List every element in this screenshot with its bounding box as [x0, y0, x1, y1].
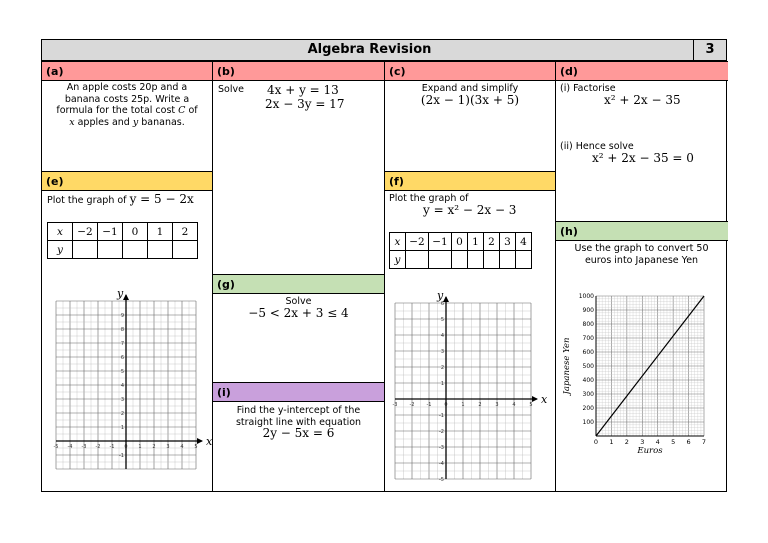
- column-1: [42, 61, 213, 492]
- y-tick-label: 300: [582, 391, 594, 398]
- question-d-part2: (ii) Hence solve: [560, 141, 634, 152]
- question-h-header: (h): [556, 221, 728, 241]
- x-axis-arrow: [532, 396, 538, 402]
- x-tick-label: 5: [194, 444, 198, 450]
- question-i-line1: Find the y-intercept of the: [236, 405, 361, 416]
- x-tick-label: 3: [166, 444, 170, 450]
- table-cell-input[interactable]: [452, 251, 468, 269]
- question-i-text: [213, 405, 384, 440]
- x-tick-label: 0: [444, 402, 448, 408]
- question-a-line2: banana costs 25p. Write a: [64, 93, 190, 105]
- y-tick-label: 400: [582, 377, 594, 384]
- x-tick-label: 4: [512, 402, 516, 408]
- x-tick-label: 5: [671, 438, 676, 446]
- x-tick-label: 4: [180, 444, 184, 450]
- y-tick-label: -3: [439, 445, 444, 451]
- worksheet: [41, 39, 727, 492]
- question-a-line3: formula for the total cost C of: [56, 105, 198, 116]
- y-tick-label: 900: [582, 307, 594, 314]
- y-tick-label: 4: [440, 333, 444, 339]
- question-h-text: [556, 243, 727, 266]
- question-b-equations: [265, 83, 344, 111]
- question-f-table: x −2 −1 0 1 2 3 4 y: [389, 232, 532, 269]
- question-d-header: (d): [556, 61, 728, 81]
- y-tick-label: -1: [119, 453, 124, 459]
- x-tick-label: -2: [409, 402, 415, 408]
- y-tick-label: 3: [120, 397, 124, 403]
- x-tick-label: 1: [609, 438, 614, 446]
- question-f-prompt: Plot the graph of: [389, 193, 469, 204]
- question-a-text: [42, 82, 212, 128]
- x-axis-label: Euros: [637, 446, 663, 456]
- y-axis-label: Japanese Yen: [562, 337, 572, 395]
- x-tick-label: -1: [109, 444, 115, 450]
- y-tick-label: -4: [439, 461, 444, 467]
- question-c-prompt: Expand and simplify: [421, 83, 519, 94]
- question-d-part1: (i) Factorise: [560, 83, 616, 94]
- x-axis-label: x: [206, 435, 213, 448]
- y-axis-label: y: [437, 289, 444, 302]
- y-tick-label: 4: [120, 383, 124, 389]
- x-tick-label: 1: [138, 444, 142, 450]
- page-title: Algebra Revision: [307, 42, 432, 57]
- table-cell-input[interactable]: [173, 241, 198, 259]
- x-tick-label: 0: [124, 444, 128, 450]
- x-tick-label: 7: [701, 438, 707, 446]
- y-axis-arrow: [123, 294, 129, 300]
- column-3: [385, 61, 556, 492]
- x-tick-label: 3: [495, 402, 499, 408]
- question-i-line2: straight line with equation: [235, 416, 362, 428]
- table-cell-input[interactable]: [73, 241, 98, 259]
- question-g-prompt: Solve: [285, 296, 312, 307]
- question-c-header: (c): [385, 61, 555, 81]
- table-cell-input[interactable]: [429, 251, 452, 269]
- table-cell-input[interactable]: [468, 251, 484, 269]
- question-h-conversion-chart: [556, 286, 726, 476]
- question-f-axes-grid: [385, 291, 555, 491]
- x-tick-label: 2: [478, 402, 482, 408]
- sheet-number: 3: [693, 40, 726, 60]
- question-b-prompt: Solve: [218, 84, 244, 95]
- x-tick-label: -3: [81, 444, 87, 450]
- y-tick-label: -2: [439, 429, 444, 435]
- x-tick-label: -1: [426, 402, 432, 408]
- x-tick-label: 6: [686, 438, 691, 446]
- y-tick-label: 800: [582, 321, 594, 328]
- question-f-header: (f): [385, 171, 555, 191]
- x-tick-label: 2: [624, 438, 629, 446]
- question-f-equation: y = x² − 2x − 3: [423, 203, 517, 217]
- x-tick-label: 4: [655, 438, 660, 446]
- table-cell-input[interactable]: [98, 241, 123, 259]
- x-tick-label: 5: [529, 402, 533, 408]
- question-d-expr2: x² + 2x − 35 = 0: [592, 151, 694, 165]
- y-tick-label: 6: [120, 355, 124, 361]
- question-a-line1: An apple costs 20p and a: [66, 82, 188, 93]
- question-i-equation: 2y − 5x = 6: [262, 426, 335, 440]
- y-tick-label: 8: [120, 327, 124, 333]
- question-h-line2: euros into Japanese Yen: [584, 254, 699, 266]
- y-tick-label: 200: [582, 405, 594, 412]
- x-tick-label: 3: [640, 438, 645, 446]
- question-e-prompt: Plot the graph of y = 5 − 2x: [47, 192, 194, 206]
- table-cell-input[interactable]: [500, 251, 516, 269]
- y-tick-label: 500: [582, 363, 594, 370]
- column-2: [213, 61, 385, 492]
- y-tick-label: 2: [120, 411, 124, 417]
- y-tick-label: 1: [120, 425, 124, 431]
- question-i-header: (i): [213, 382, 384, 402]
- y-tick-label: 9: [120, 313, 124, 319]
- question-a-header: (a): [42, 61, 212, 81]
- x-axis-arrow: [197, 438, 203, 444]
- x-tick-label: -2: [95, 444, 101, 450]
- table-cell-input[interactable]: [484, 251, 500, 269]
- table-cell-input[interactable]: [123, 241, 148, 259]
- y-tick-label: 1000: [578, 293, 594, 300]
- y-tick-label: 2: [440, 365, 444, 371]
- y-tick-label: 1: [440, 381, 444, 387]
- y-tick-label: -1: [439, 413, 444, 419]
- y-axis-label: y: [117, 287, 124, 300]
- x-tick-label: -4: [67, 444, 73, 450]
- question-e-table: x −2 −1 0 1 2 y: [47, 222, 198, 259]
- x-tick-label: 1: [461, 402, 465, 408]
- y-tick-label: 3: [440, 349, 444, 355]
- question-h-line1: Use the graph to convert 50: [574, 243, 709, 254]
- y-tick-label: -5: [439, 477, 444, 483]
- question-g-header: (g): [213, 274, 384, 294]
- x-axis-label: x: [541, 393, 548, 406]
- question-b-eq2: 2x − 3y = 17: [265, 97, 345, 111]
- x-tick-label: 0: [593, 438, 599, 446]
- y-tick-label: 600: [582, 349, 594, 356]
- y-tick-label: 700: [582, 335, 594, 342]
- table-cell-input[interactable]: [516, 251, 532, 269]
- y-tick-label: 7: [120, 341, 124, 347]
- y-tick-label: 5: [120, 369, 124, 375]
- table-cell-input[interactable]: [148, 241, 173, 259]
- question-b-eq1: 4x + y = 13: [267, 83, 339, 97]
- question-b-header: (b): [213, 61, 384, 81]
- title-bar: [42, 40, 726, 61]
- question-d-expr1: x² + 2x − 35: [604, 93, 681, 107]
- column-4: [556, 61, 728, 492]
- y-tick-label: 100: [582, 419, 594, 426]
- x-tick-label: 2: [152, 444, 156, 450]
- question-g-inequality: −5 < 2x + 3 ≤ 4: [248, 306, 349, 320]
- question-c-expression: (2x − 1)(3x + 5): [420, 93, 520, 107]
- y-tick-label: 6: [440, 301, 444, 307]
- x-tick-label: -5: [53, 444, 59, 450]
- y-tick-label: 5: [440, 317, 444, 323]
- question-e-axes-grid: [42, 286, 212, 486]
- question-e-header: (e): [42, 171, 212, 191]
- question-a-line4: x apples and y bananas.: [69, 116, 185, 128]
- table-cell-input[interactable]: [406, 251, 429, 269]
- x-tick-label: -3: [392, 402, 398, 408]
